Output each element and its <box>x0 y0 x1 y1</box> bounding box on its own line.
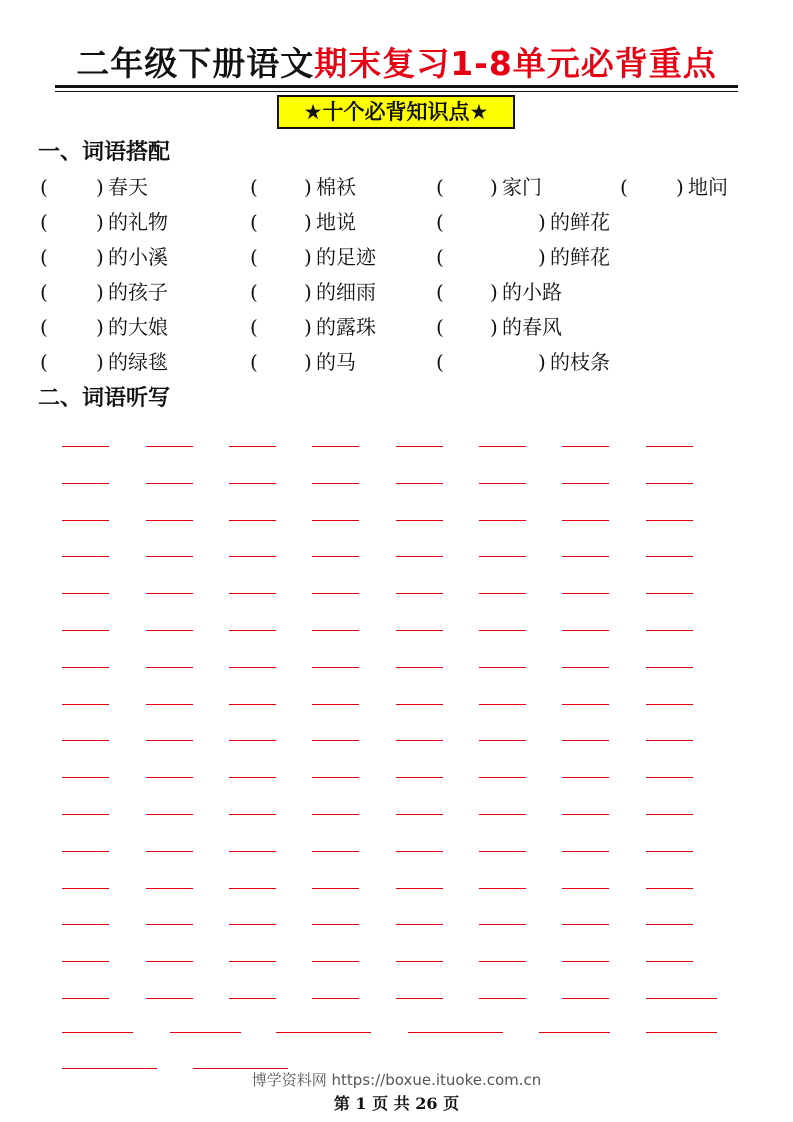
dictation-blank <box>312 520 359 521</box>
dictation-blank <box>229 924 276 925</box>
dictation-blank <box>539 1032 610 1033</box>
dictation-blank <box>562 924 609 925</box>
dictation-blank <box>146 924 193 925</box>
dictation-blank <box>646 704 693 705</box>
blank-paren-close: ) <box>490 280 498 304</box>
dictation-blank <box>146 483 193 484</box>
dictation-blank <box>229 888 276 889</box>
matching-word: 的绿毯 <box>108 350 168 374</box>
dictation-blank <box>396 998 443 999</box>
dictation-blank <box>229 556 276 557</box>
blank-paren-close: ) <box>304 280 312 304</box>
word-matching-row <box>0 242 793 272</box>
dictation-blank <box>193 1068 288 1069</box>
title-part-red: 期末复习1-8单元必背重点 <box>314 44 717 83</box>
blank-paren-close: ) <box>304 175 312 199</box>
dictation-blank <box>146 556 193 557</box>
word-matching-row <box>0 277 793 307</box>
dictation-blank <box>146 777 193 778</box>
blank-paren-close: ) <box>96 210 104 234</box>
dictation-blank <box>646 961 693 962</box>
blank-paren-open: ( <box>436 210 444 234</box>
dictation-blank <box>396 814 443 815</box>
dictation-blank <box>170 1032 241 1033</box>
matching-word: 的露珠 <box>316 315 376 339</box>
dictation-blank <box>408 1032 503 1033</box>
blank-paren-open: ( <box>40 210 48 234</box>
blank-paren-close: ) <box>96 245 104 269</box>
blank-paren-open: ( <box>40 350 48 374</box>
matching-word: 的马 <box>316 350 356 374</box>
dictation-blank <box>479 667 526 668</box>
dictation-blank <box>146 630 193 631</box>
matching-word: 的春风 <box>502 315 562 339</box>
matching-word: 地问 <box>688 175 728 199</box>
title-part-black: 二年级下册语文 <box>76 44 315 83</box>
dictation-blank <box>396 520 443 521</box>
dictation-blank <box>396 556 443 557</box>
dictation-blank <box>396 961 443 962</box>
blank-paren-close: ) <box>304 315 312 339</box>
blank-paren-open: ( <box>250 315 258 339</box>
dictation-blank <box>62 483 109 484</box>
dictation-blank <box>229 630 276 631</box>
dictation-blank <box>62 777 109 778</box>
dictation-blank <box>229 446 276 447</box>
dictation-blank <box>146 704 193 705</box>
dictation-blank <box>396 593 443 594</box>
dictation-blank <box>479 446 526 447</box>
dictation-blank <box>229 740 276 741</box>
dictation-blank <box>562 851 609 852</box>
dictation-blank <box>62 630 109 631</box>
dictation-blank <box>312 924 359 925</box>
dictation-blank <box>396 630 443 631</box>
dictation-blank <box>479 888 526 889</box>
dictation-blank <box>479 777 526 778</box>
blank-paren-close: ) <box>96 175 104 199</box>
blank-paren-open: ( <box>436 350 444 374</box>
dictation-blank <box>146 446 193 447</box>
blank-paren-open: ( <box>436 245 444 269</box>
blank-paren-close: ) <box>538 210 546 234</box>
blank-paren-close: ) <box>96 350 104 374</box>
matching-word: 棉袄 <box>316 175 356 199</box>
dictation-blank <box>562 667 609 668</box>
blank-paren-close: ) <box>538 350 546 374</box>
dictation-blank <box>646 998 717 999</box>
dictation-blank <box>62 593 109 594</box>
knowledge-badge: ★十个必背知识点★ <box>277 95 515 129</box>
dictation-blank <box>396 446 443 447</box>
dictation-blank <box>479 924 526 925</box>
dictation-blank <box>62 520 109 521</box>
dictation-blank <box>62 961 109 962</box>
dictation-blank <box>312 593 359 594</box>
title-rule-thick <box>55 85 738 88</box>
dictation-blank <box>646 924 693 925</box>
matching-word: 的小路 <box>502 280 562 304</box>
dictation-blank <box>562 777 609 778</box>
dictation-blank <box>562 998 609 999</box>
dictation-blank <box>479 556 526 557</box>
dictation-blank <box>562 961 609 962</box>
dictation-blank <box>229 667 276 668</box>
dictation-blank <box>562 556 609 557</box>
dictation-blank <box>146 851 193 852</box>
dictation-blank <box>229 704 276 705</box>
dictation-blank <box>479 961 526 962</box>
dictation-blank <box>396 740 443 741</box>
matching-word: 的鲜花 <box>550 245 610 269</box>
dictation-blank <box>562 483 609 484</box>
dictation-blank <box>276 1032 371 1033</box>
dictation-blank <box>479 630 526 631</box>
dictation-blank <box>62 924 109 925</box>
blank-paren-open: ( <box>250 350 258 374</box>
dictation-blank <box>646 593 693 594</box>
dictation-blank <box>396 483 443 484</box>
matching-word: 的鲜花 <box>550 210 610 234</box>
dictation-blank <box>146 667 193 668</box>
blank-paren-open: ( <box>40 280 48 304</box>
blank-paren-open: ( <box>436 315 444 339</box>
matching-word: 的枝条 <box>550 350 610 374</box>
blank-paren-close: ) <box>304 245 312 269</box>
dictation-blank <box>396 924 443 925</box>
matching-word: 的大娘 <box>108 315 168 339</box>
dictation-blank <box>312 446 359 447</box>
dictation-blank <box>62 851 109 852</box>
dictation-blank <box>562 740 609 741</box>
dictation-blank <box>562 446 609 447</box>
dictation-blank <box>396 704 443 705</box>
page-number: 第 1 页 共 26 页 <box>333 1094 460 1113</box>
matching-word: 的礼物 <box>108 210 168 234</box>
blank-paren-open: ( <box>250 280 258 304</box>
matching-word: 的孩子 <box>108 280 168 304</box>
matching-word: 的细雨 <box>316 280 376 304</box>
dictation-blank <box>62 740 109 741</box>
dictation-blank <box>562 704 609 705</box>
blank-paren-close: ) <box>304 210 312 234</box>
word-matching-row <box>0 347 793 377</box>
blank-paren-open: ( <box>40 315 48 339</box>
dictation-blank <box>479 593 526 594</box>
dictation-blank <box>479 740 526 741</box>
dictation-blank <box>146 998 193 999</box>
matching-word: 地说 <box>316 210 356 234</box>
dictation-blank <box>646 1032 717 1033</box>
dictation-blank <box>479 520 526 521</box>
word-matching-row <box>0 312 793 342</box>
blank-paren-close: ) <box>490 315 498 339</box>
dictation-blank <box>646 520 693 521</box>
matching-word: 的足迹 <box>316 245 376 269</box>
word-matching-row <box>0 207 793 237</box>
dictation-blank <box>562 520 609 521</box>
dictation-blank <box>312 483 359 484</box>
dictation-blank <box>229 851 276 852</box>
dictation-blank <box>312 814 359 815</box>
dictation-blank <box>62 704 109 705</box>
dictation-blank <box>646 667 693 668</box>
dictation-blank <box>229 483 276 484</box>
blank-paren-close: ) <box>304 350 312 374</box>
dictation-blank <box>646 556 693 557</box>
dictation-blank <box>646 777 693 778</box>
matching-word: 的小溪 <box>108 245 168 269</box>
blank-paren-close: ) <box>96 280 104 304</box>
blank-paren-open: ( <box>436 280 444 304</box>
dictation-blank <box>229 814 276 815</box>
dictation-blank <box>62 998 109 999</box>
dictation-blank <box>479 851 526 852</box>
dictation-blank <box>62 1068 157 1069</box>
dictation-blank <box>62 814 109 815</box>
dictation-blank <box>312 888 359 889</box>
blank-paren-open: ( <box>250 210 258 234</box>
dictation-blank <box>479 483 526 484</box>
dictation-blank <box>479 814 526 815</box>
dictation-blank <box>229 961 276 962</box>
blank-paren-open: ( <box>250 175 258 199</box>
dictation-blank <box>62 888 109 889</box>
blank-paren-open: ( <box>436 175 444 199</box>
dictation-blank <box>396 851 443 852</box>
dictation-blank <box>646 483 693 484</box>
blank-paren-open: ( <box>40 245 48 269</box>
dictation-blank <box>396 667 443 668</box>
dictation-blank <box>646 851 693 852</box>
dictation-blank <box>312 961 359 962</box>
dictation-blank <box>146 814 193 815</box>
dictation-blank <box>62 556 109 557</box>
dictation-blank <box>146 961 193 962</box>
dictation-blank <box>312 556 359 557</box>
dictation-blank <box>646 630 693 631</box>
dictation-blank <box>562 888 609 889</box>
dictation-blank <box>62 1032 133 1033</box>
section-heading-word-matching: 一、词语搭配 <box>38 140 171 165</box>
dictation-blank <box>312 851 359 852</box>
dictation-blank <box>646 740 693 741</box>
blank-paren-open: ( <box>40 175 48 199</box>
word-matching-row <box>0 172 793 202</box>
footer-site: 博学资料网 https://boxue.ituoke.com.cn <box>251 1071 542 1089</box>
dictation-blank <box>396 777 443 778</box>
dictation-blank <box>146 520 193 521</box>
blank-paren-close: ) <box>490 175 498 199</box>
dictation-blank <box>312 704 359 705</box>
dictation-blank <box>62 667 109 668</box>
page-title <box>0 42 793 86</box>
dictation-blank <box>312 630 359 631</box>
blank-paren-close: ) <box>96 315 104 339</box>
dictation-blank <box>562 593 609 594</box>
dictation-blank <box>229 593 276 594</box>
dictation-blank <box>146 740 193 741</box>
matching-word: 春天 <box>108 175 148 199</box>
dictation-blank <box>62 446 109 447</box>
dictation-blank <box>646 446 693 447</box>
dictation-blank <box>562 630 609 631</box>
section-heading-dictation: 二、词语听写 <box>38 386 171 411</box>
dictation-blank <box>312 740 359 741</box>
dictation-blank <box>396 888 443 889</box>
dictation-blank <box>562 814 609 815</box>
blank-paren-close: ) <box>676 175 684 199</box>
dictation-blank <box>312 777 359 778</box>
blank-paren-open: ( <box>620 175 628 199</box>
dictation-blank <box>312 667 359 668</box>
dictation-blank <box>479 704 526 705</box>
title-rule-thin <box>55 91 738 92</box>
blank-paren-close: ) <box>538 245 546 269</box>
dictation-blank <box>229 998 276 999</box>
dictation-blank <box>146 888 193 889</box>
dictation-blank <box>229 520 276 521</box>
dictation-blank <box>646 888 693 889</box>
dictation-blank <box>479 998 526 999</box>
dictation-blank <box>146 593 193 594</box>
dictation-blank <box>646 814 693 815</box>
dictation-blank <box>229 777 276 778</box>
blank-paren-open: ( <box>250 245 258 269</box>
matching-word: 家门 <box>502 175 542 199</box>
dictation-blank <box>312 998 359 999</box>
